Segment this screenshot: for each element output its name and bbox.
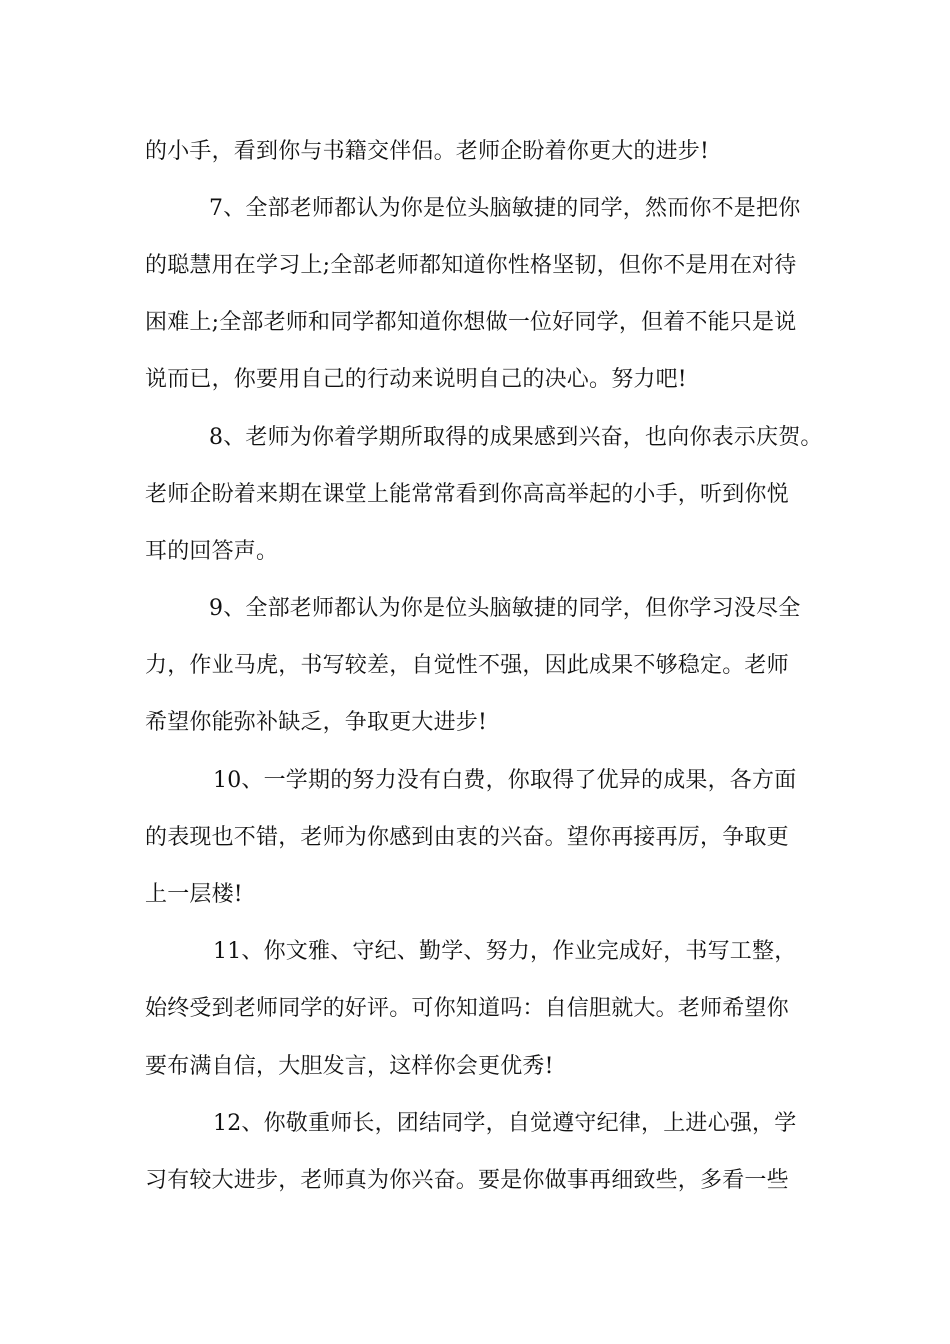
text-line-13: 的表现也不错，老师为你感到由衷的兴奋。望你再接再厉，争取更 bbox=[145, 825, 789, 850]
text-line-5: 说而已，你要用自己的行动来说明自己的决心。努力吧! bbox=[145, 367, 687, 392]
text-line-19: 习有较大进步，老师真为你兴奋。要是你做事再细致些，多看一些 bbox=[145, 1168, 789, 1193]
text-line-3: 的聪慧用在学习上;全部老师都知道你性格坚韧，但你不是用在对待 bbox=[145, 253, 797, 278]
text-line-14: 上一层楼! bbox=[145, 882, 243, 907]
text-line-2: 7、全部老师都认为你是位头脑敏捷的同学，然而你不是把你 bbox=[209, 196, 801, 221]
text-line-12: 10、一学期的努力没有白费，你取得了优异的成果，各方面 bbox=[213, 768, 797, 793]
text-line-1: 的小手，看到你与书籍交伴侣。老师企盼着你更大的进步! bbox=[145, 139, 710, 164]
text-line-17: 要布满自信，大胆发言，这样你会更优秀! bbox=[145, 1054, 554, 1079]
text-line-6: 8、老师为你着学期所取得的成果感到兴奋，也向你表示庆贺。 bbox=[209, 425, 823, 450]
text-line-11: 希望你能弥补缺乏，争取更大进步! bbox=[145, 710, 488, 735]
text-line-8: 耳的回答声。 bbox=[145, 539, 279, 564]
text-line-18: 12、你敬重师长，团结同学，自觉遵守纪律，上进心强，学 bbox=[213, 1111, 797, 1136]
text-line-7: 老师企盼着来期在课堂上能常常看到你高高举起的小手，听到你悦 bbox=[145, 482, 789, 507]
text-line-10: 力，作业马虎，书写较差，自觉性不强，因此成果不够稳定。老师 bbox=[145, 653, 789, 678]
text-line-15: 11、你文雅、守纪、勤学、努力，作业完成好，书写工整， bbox=[213, 939, 797, 964]
text-line-16: 始终受到老师同学的好评。可你知道吗：自信胆就大。老师希望你 bbox=[145, 996, 789, 1021]
text-line-9: 9、全部老师都认为你是位头脑敏捷的同学，但你学习没尽全 bbox=[209, 596, 801, 621]
text-line-4: 困难上;全部老师和同学都知道你想做一位好同学，但着不能只是说 bbox=[145, 310, 797, 335]
